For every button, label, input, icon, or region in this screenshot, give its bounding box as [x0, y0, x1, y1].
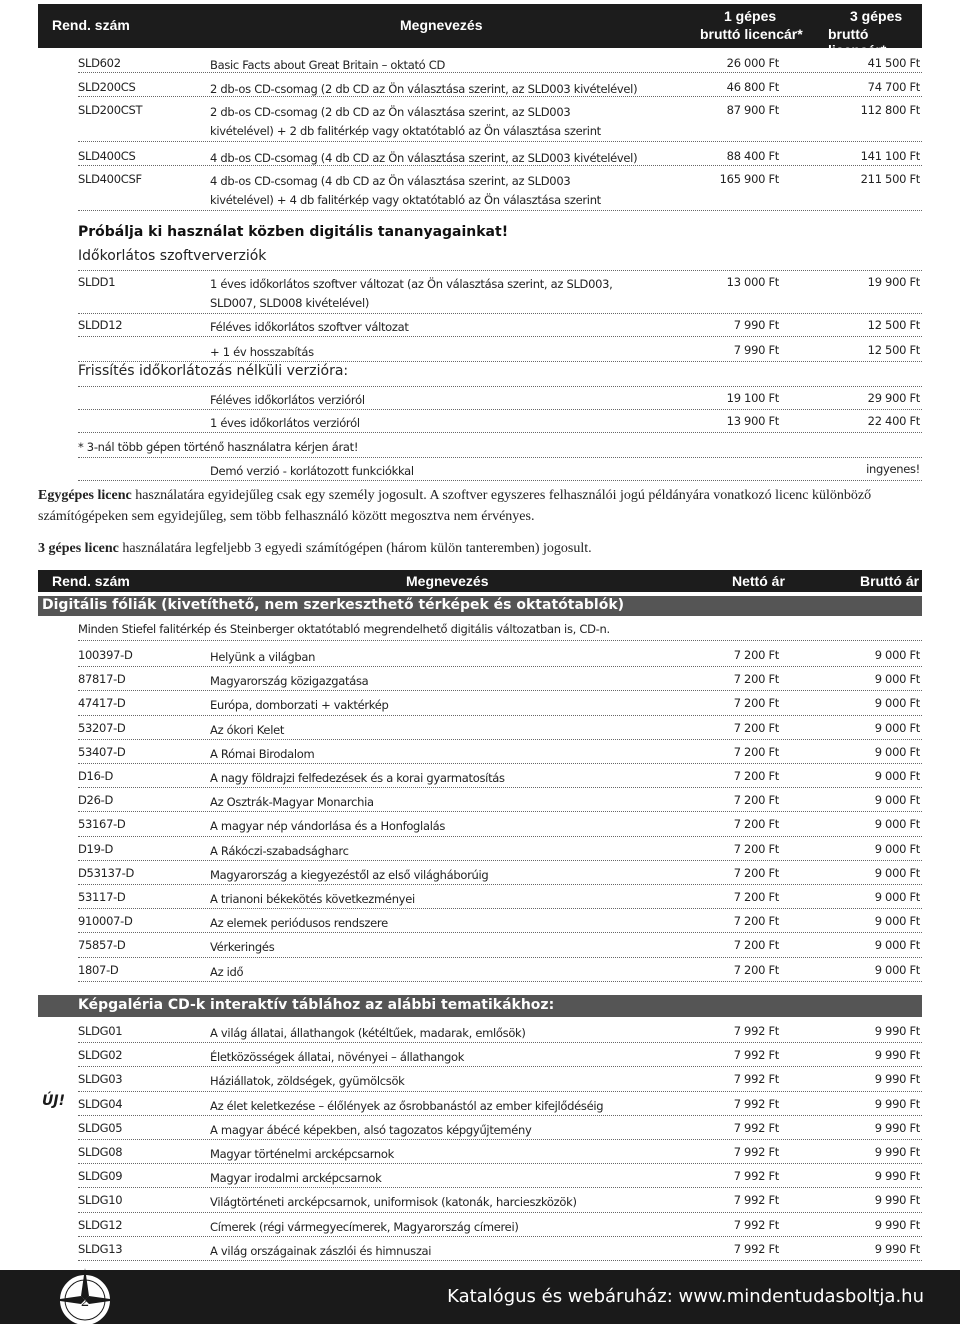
row-code: 910007-D: [78, 914, 133, 929]
row-code: 53167-D: [78, 817, 126, 832]
row-code: 1807-D: [78, 962, 119, 977]
row-code: 53117-D: [78, 890, 126, 904]
row-price1: 13 000 Ft: [726, 275, 779, 289]
row-price2: 211 500 Ft: [860, 172, 920, 186]
row-code: SLDG08: [78, 1145, 123, 1159]
row-price1: 13 900 Ft: [726, 414, 779, 428]
row-price2: 9 000 Ft: [874, 817, 920, 832]
row-name: 1 éves időkorlátos szoftver változat (az Ön választása szerint, az SLD003, SLD007, SLD008 kivételével): [210, 277, 613, 310]
row-price1: 7 992 Ft: [733, 1048, 779, 1063]
table-row: [78, 314, 922, 337]
row-name: A világ állatai, állathangok (kétéltűek, madarak, emlősök): [210, 1026, 526, 1040]
table-row: [78, 386, 922, 410]
row-price1: 7 200 Ft: [733, 720, 779, 735]
table-row: [78, 765, 922, 788]
row-name: A nagy földrajzi felfedezések és a korai gyarmatosítás: [210, 771, 505, 785]
row-code: SLDG13: [78, 1241, 123, 1256]
row-name: Basic Facts about Great Britain – oktató CD: [210, 58, 446, 72]
row-price2: 9 990 Ft: [874, 1096, 920, 1111]
row-name: A Római Birodalom: [210, 746, 315, 761]
header-price1-line2: bruttó licencár*: [700, 26, 803, 42]
row-name: A Rákóczi-szabadságharc: [210, 843, 349, 858]
table-row: [78, 99, 922, 142]
row-code: D16-D: [78, 769, 113, 783]
row-code: SLD200CS: [78, 80, 136, 94]
row-price1: 7 200 Ft: [733, 744, 779, 759]
table-row: [78, 1093, 922, 1116]
row-code: SLDG12: [78, 1217, 123, 1232]
row-price1: 7 200 Ft: [733, 962, 779, 977]
row-price2: 9 000 Ft: [874, 769, 920, 783]
table-row: [78, 959, 922, 982]
row-price2: 9 000 Ft: [874, 890, 920, 904]
row-name: 4 db-os CD-csomag (4 db CD az Ön választása szerint, az SLD003 kivételével) + 4 db falitérkép vagy oktatótabló az Ön választása szerint: [210, 174, 601, 207]
header-price2-line2: bruttó licencár*: [828, 26, 887, 58]
row-price1: 26 000 Ft: [726, 56, 779, 70]
row-name: A trianoni békekötés következményei: [210, 892, 415, 906]
header-name: Megnevezés: [406, 573, 489, 589]
row-price2: 41 500 Ft: [867, 56, 920, 70]
header-code: Rend. szám: [52, 17, 130, 33]
row-price2: 9 000 Ft: [874, 744, 920, 759]
row-price2: 9 990 Ft: [874, 1048, 920, 1063]
header-code: Rend. szám: [52, 573, 130, 589]
table-row: [78, 838, 922, 861]
row-price1: 7 992 Ft: [733, 1072, 779, 1087]
section-image-gallery: Képgaléria CD-k interaktív táblához az alábbi tematikákhoz:: [38, 995, 922, 1017]
row-code: 47417-D: [78, 696, 126, 711]
row-price1: 87 900 Ft: [726, 103, 779, 117]
table-row: [78, 1020, 922, 1043]
row-price2: 12 500 Ft: [867, 318, 920, 332]
row-name: Az idő: [210, 964, 244, 979]
row-name: A magyar nép vándorlása és a Honfoglalás: [210, 819, 446, 834]
header-gross: Bruttó ár: [860, 573, 920, 589]
row-code: SLDG05: [78, 1120, 123, 1135]
row-price1: 7 990 Ft: [733, 318, 779, 332]
row-name: Vérkeringés: [210, 940, 275, 955]
row-price2: 74 700 Ft: [867, 80, 920, 94]
table-row: [78, 717, 922, 740]
row-price1: 7 200 Ft: [733, 938, 779, 953]
row-code: SLD400CS: [78, 149, 136, 163]
table-row: [78, 1189, 922, 1212]
row-price2: 141 100 Ft: [860, 149, 920, 163]
row-price1: 46 800 Ft: [726, 80, 779, 94]
table-row: [78, 1117, 922, 1140]
row-code: SLDG01: [78, 1024, 123, 1038]
table-row: [78, 886, 922, 909]
row-name: Világtörténeti arcképcsarnok, uniformisok (katonák, harcieszközök): [210, 1195, 577, 1210]
table-row: [78, 934, 922, 957]
row-price2: 9 990 Ft: [874, 1145, 920, 1159]
header-name: Megnevezés: [400, 17, 483, 33]
row-code: 53207-D: [78, 720, 126, 735]
row-price2: 9 000 Ft: [874, 914, 920, 929]
row-code: SLDD12: [78, 318, 123, 332]
table-row: [78, 1214, 922, 1237]
row-price2: 9 990 Ft: [874, 1241, 920, 1256]
table-row: [78, 1238, 922, 1261]
row-price1: 7 992 Ft: [733, 1145, 779, 1159]
row-price2: 9 000 Ft: [874, 962, 920, 977]
row-price2: 9 000 Ft: [874, 865, 920, 880]
row-price1: 7 992 Ft: [733, 1217, 779, 1232]
row-code: 75857-D: [78, 938, 126, 953]
compass-icon: [40, 1264, 130, 1324]
table-row: [78, 741, 922, 764]
row-name: Féléves időkorlátos szoftver változat: [210, 320, 409, 334]
row-price2: 22 400 Ft: [867, 414, 920, 428]
row-name: Féléves időkorlátos verzióról: [210, 393, 365, 407]
row-name: Európa, domborzati + vaktérkép: [210, 698, 389, 713]
table-row: [78, 1044, 922, 1067]
row-price2: 9 990 Ft: [874, 1193, 920, 1208]
row-name: Életközösségek állatai, növényei – állathangok: [210, 1050, 465, 1065]
row-price2: ingyenes!: [866, 462, 920, 476]
row-code: D26-D: [78, 793, 113, 808]
header-price1-line1: 1 gépes: [724, 8, 777, 24]
row-price2: 9 000 Ft: [874, 793, 920, 808]
row-price2: 9 990 Ft: [874, 1072, 920, 1087]
new-badge: ÚJ!: [42, 1093, 65, 1109]
row-price1: 7 200 Ft: [733, 841, 779, 856]
row-price2: 9 000 Ft: [874, 648, 920, 662]
row-name: 2 db-os CD-csomag (2 db CD az Ön választása szerint, az SLD003 kivételével) + 2 db falitérkép vagy oktatótabló az Ön választása szerint: [210, 105, 601, 138]
row-code: SLD602: [78, 56, 121, 70]
row-price2: 9 990 Ft: [874, 1169, 920, 1184]
table-row: [78, 168, 922, 211]
row-name: Demó verzió - korlátozott funkciókkal: [210, 464, 414, 478]
row-price1: 88 400 Ft: [726, 149, 779, 163]
row-price2: 9 000 Ft: [874, 672, 920, 687]
row-price2: 9 000 Ft: [874, 696, 920, 711]
row-code: D19-D: [78, 841, 113, 856]
table-row: [78, 692, 922, 715]
promo-heading: Próbálja ki használat közben digitális tananyagainkat!: [78, 224, 509, 240]
row-name: + 1 év hosszabítás: [210, 345, 314, 359]
table-row: [78, 145, 922, 166]
row-price2: 19 900 Ft: [867, 275, 920, 289]
table1-header: [38, 4, 922, 58]
table-row: [78, 862, 922, 885]
table-row: [78, 789, 922, 812]
row-name: Magyarország közigazgatása: [210, 674, 369, 689]
table-row: [78, 644, 922, 667]
row-name: A magyar ábécé képekben, alsó tagozatos képgyűjtemény: [210, 1122, 532, 1137]
row-price1: 7 992 Ft: [733, 1024, 779, 1038]
section-digital-foils: Digitális fóliák (kivetíthető, nem szerkeszthető térképek és oktatótablók): [38, 596, 922, 616]
row-name: 4 db-os CD-csomag (4 db CD az Ön választása szerint, az SLD003 kivételével): [210, 151, 638, 165]
row-code: 87817-D: [78, 672, 126, 687]
row-name: Az ókori Kelet: [210, 722, 285, 737]
row-price2: 9 000 Ft: [874, 938, 920, 953]
row-price1: 7 990 Ft: [733, 343, 779, 357]
page-number: 2: [81, 1293, 89, 1310]
row-price1: 7 200 Ft: [733, 865, 779, 880]
row-price1: 7 200 Ft: [733, 914, 779, 929]
row-name: Háziállatok, zöldségek, gyümölcsök: [210, 1074, 405, 1089]
row-code: SLDG09: [78, 1169, 123, 1184]
update-section-heading: Frissítés időkorlátozás nélküli verzióra:: [78, 363, 349, 379]
table-row: [78, 668, 922, 691]
section-note: Minden Stiefel falitérkép és Steinberger oktatótabló megrendelhető digitális változatban is, CD-n.: [78, 618, 922, 641]
footer-text: Katalógus és webáruház: www.mindentudasboltja.hu: [447, 1286, 924, 1307]
header-net: Nettó ár: [732, 573, 785, 589]
row-price1: 7 200 Ft: [733, 696, 779, 711]
row-price1: 7 992 Ft: [733, 1193, 779, 1208]
row-price1: 7 200 Ft: [733, 890, 779, 904]
footnote: * 3-nál több gépen történő használatra kérjen árat!: [78, 440, 359, 454]
row-price2: 9 000 Ft: [874, 841, 920, 856]
table-row: [78, 339, 922, 362]
table2-header: [38, 570, 922, 592]
timed-section-heading: Időkorlátos szoftververziók: [78, 248, 267, 264]
row-price1: 7 992 Ft: [733, 1169, 779, 1184]
row-price1: 7 992 Ft: [733, 1096, 779, 1111]
row-code: SLD400CSF: [78, 172, 142, 186]
row-price2: 9 000 Ft: [874, 720, 920, 735]
row-name: Magyarország a kiegyezéstől az első világháborúig: [210, 867, 489, 882]
row-price1: 7 200 Ft: [733, 793, 779, 808]
row-code: D53137-D: [78, 865, 135, 880]
license-paragraph-1: Egygépes licenc használatára egyidejűleg csak egy személy jogosult. A szoftver egyszeres felhasználói jogú példányára vonatkozó licenc különböző számítógépeken sem egyidejűleg, sem több felhasználó között megosztva nem érvényes.: [38, 488, 872, 524]
row-code: SLDG03: [78, 1072, 123, 1087]
row-price2: 9 990 Ft: [874, 1217, 920, 1232]
row-name: Magyar irodalmi arcképcsarnok: [210, 1171, 382, 1186]
row-name: Az élet keletkezése – élőlények az ősrobbanástól az ember kifejlődéséig: [210, 1098, 604, 1113]
row-name: 2 db-os CD-csomag (2 db CD az Ön választása szerint, az SLD003 kivételével): [210, 82, 638, 96]
row-code: SLDD1: [78, 275, 116, 289]
row-code: 53407-D: [78, 744, 126, 759]
row-price2: 9 990 Ft: [874, 1120, 920, 1135]
footer-bar: [0, 1270, 960, 1324]
row-price2: 12 500 Ft: [867, 343, 920, 357]
table-row: [78, 76, 922, 97]
row-price1: 7 200 Ft: [733, 817, 779, 832]
row-name: 1 éves időkorlátos verzióról: [210, 416, 360, 430]
table-row: [78, 1141, 922, 1164]
row-code: 100397-D: [78, 648, 133, 662]
row-code: SLDG02: [78, 1048, 123, 1063]
row-price2: 29 900 Ft: [867, 391, 920, 405]
row-price2: 112 800 Ft: [860, 103, 920, 117]
row-code: SLD200CST: [78, 103, 143, 117]
table-row: [78, 270, 922, 314]
row-price1: 7 992 Ft: [733, 1120, 779, 1135]
table-row: [78, 813, 922, 836]
row-code: SLDG10: [78, 1193, 123, 1208]
row-name: Az elemek periódusos rendszere: [210, 916, 388, 931]
row-name: Címerek (régi vármegyecímerek, Magyarország címerei): [210, 1219, 519, 1234]
table-row: [78, 52, 922, 73]
license-paragraph-2: 3 gépes licenc használatára legfeljebb 3 egyedi számítógépen (három külön tanteremben) jogosult.: [38, 541, 592, 556]
row-price1: 7 200 Ft: [733, 769, 779, 783]
row-name: Az Osztrák-Magyar Monarchia: [210, 795, 374, 810]
header-price2-line1: 3 gépes: [850, 8, 903, 24]
row-price1: 7 200 Ft: [733, 672, 779, 687]
table-row: [78, 410, 922, 433]
row-price1: 19 100 Ft: [726, 391, 779, 405]
row-name: Magyar történelmi arcképcsarnok: [210, 1147, 395, 1161]
row-price1: 165 900 Ft: [719, 172, 779, 186]
table-row: [78, 457, 922, 481]
row-name: Helyünk a világban: [210, 650, 316, 664]
row-price1: 7 992 Ft: [733, 1241, 779, 1256]
table-row: [78, 1165, 922, 1188]
table-row: [78, 910, 922, 933]
row-price1: 7 200 Ft: [733, 648, 779, 662]
row-code: SLDG04: [78, 1096, 123, 1111]
row-name: A világ országainak zászlói és himnuszai: [210, 1243, 432, 1258]
row-price2: 9 990 Ft: [874, 1024, 920, 1038]
table-row: [78, 1068, 922, 1091]
